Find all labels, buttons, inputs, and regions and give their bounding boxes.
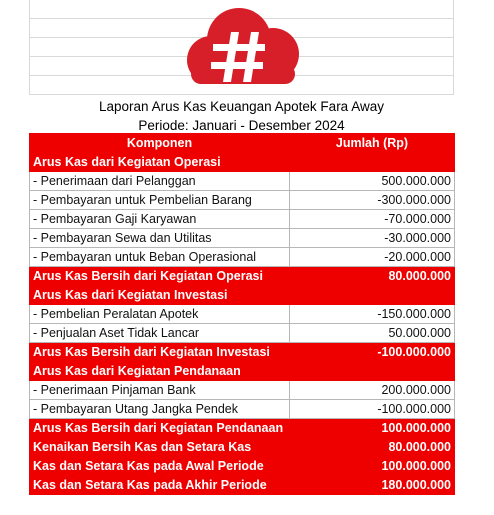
amount-cell[interactable]: 200.000.000	[290, 381, 455, 400]
table-row	[30, 210, 455, 229]
spreadsheet-sheet	[29, 0, 454, 492]
section-header-row	[30, 286, 455, 305]
table-row	[30, 305, 455, 324]
section-header-row	[30, 153, 455, 172]
column-header-component[interactable]: Komponen	[30, 134, 290, 153]
table-row	[30, 400, 455, 419]
table-body	[30, 153, 455, 495]
total-row	[30, 438, 455, 457]
gridline	[29, 0, 30, 95]
component-cell[interactable]: - Penjualan Aset Tidak Lancar	[30, 324, 290, 343]
amount-cell[interactable]	[290, 362, 455, 381]
component-cell[interactable]: - Pembayaran Sewa dan Utilitas	[30, 229, 290, 248]
cash-flow-table	[29, 133, 455, 495]
section-header-row	[30, 362, 455, 381]
total-row	[30, 457, 455, 476]
component-cell[interactable]: Arus Kas Bersih dari Kegiatan Pendanaan	[30, 419, 290, 438]
component-cell[interactable]: Arus Kas Bersih dari Kegiatan Investasi	[30, 343, 290, 362]
amount-cell[interactable]: -100.000.000	[290, 400, 455, 419]
amount-cell[interactable]: -70.000.000	[290, 210, 455, 229]
table-row	[30, 229, 455, 248]
amount-cell[interactable]: -20.000.000	[290, 248, 455, 267]
report-title: Laporan Arus Kas Keuangan Apotek Fara Away	[99, 99, 384, 114]
amount-cell[interactable]	[290, 153, 455, 172]
component-cell[interactable]: Kenaikan Bersih Kas dan Setara Kas	[30, 438, 290, 457]
section-label-cell[interactable]: Arus Kas dari Kegiatan Operasi	[30, 153, 290, 172]
amount-cell[interactable]: -100.000.000	[290, 343, 455, 362]
component-cell[interactable]: - Penerimaan dari Pelanggan	[30, 172, 290, 191]
column-header-amount[interactable]: Jumlah (Rp)	[290, 134, 455, 153]
total-row	[30, 267, 455, 286]
table-header-row	[30, 134, 455, 153]
component-cell[interactable]: Kas dan Setara Kas pada Akhir Periode	[30, 476, 290, 495]
amount-cell[interactable]	[290, 286, 455, 305]
amount-cell[interactable]: -300.000.000	[290, 191, 455, 210]
table-row	[30, 248, 455, 267]
section-label-cell[interactable]: Arus Kas dari Kegiatan Investasi	[30, 286, 290, 305]
component-cell[interactable]: - Pembelian Peralatan Apotek	[30, 305, 290, 324]
total-row	[30, 343, 455, 362]
cloud-hash-icon	[181, 4, 305, 92]
table-row	[30, 191, 455, 210]
table-row	[30, 381, 455, 400]
amount-cell[interactable]: 100.000.000	[290, 419, 455, 438]
total-row	[30, 476, 455, 495]
section-label-cell[interactable]: Arus Kas dari Kegiatan Pendanaan	[30, 362, 290, 381]
component-cell[interactable]: - Pembayaran Utang Jangka Pendek	[30, 400, 290, 419]
amount-cell[interactable]: 180.000.000	[290, 476, 455, 495]
component-cell[interactable]: - Pembayaran Gaji Karyawan	[30, 210, 290, 229]
amount-cell[interactable]: 50.000.000	[290, 324, 455, 343]
table-row	[30, 172, 455, 191]
amount-cell[interactable]: 80.000.000	[290, 267, 455, 286]
gridline	[453, 0, 454, 95]
total-row	[30, 419, 455, 438]
component-cell[interactable]: Arus Kas Bersih dari Kegiatan Operasi	[30, 267, 290, 286]
report-period: Periode: Januari - Desember 2024	[138, 118, 345, 133]
component-cell[interactable]: - Pembayaran untuk Beban Operasional	[30, 248, 290, 267]
amount-cell[interactable]: 500.000.000	[290, 172, 455, 191]
component-cell[interactable]: - Pembayaran untuk Pembelian Barang	[30, 191, 290, 210]
amount-cell[interactable]: 80.000.000	[290, 438, 455, 457]
component-cell[interactable]: - Penerimaan Pinjaman Bank	[30, 381, 290, 400]
amount-cell[interactable]: 100.000.000	[290, 457, 455, 476]
amount-cell[interactable]: -150.000.000	[290, 305, 455, 324]
amount-cell[interactable]: -30.000.000	[290, 229, 455, 248]
table-row	[30, 324, 455, 343]
component-cell[interactable]: Kas dan Setara Kas pada Awal Periode	[30, 457, 290, 476]
